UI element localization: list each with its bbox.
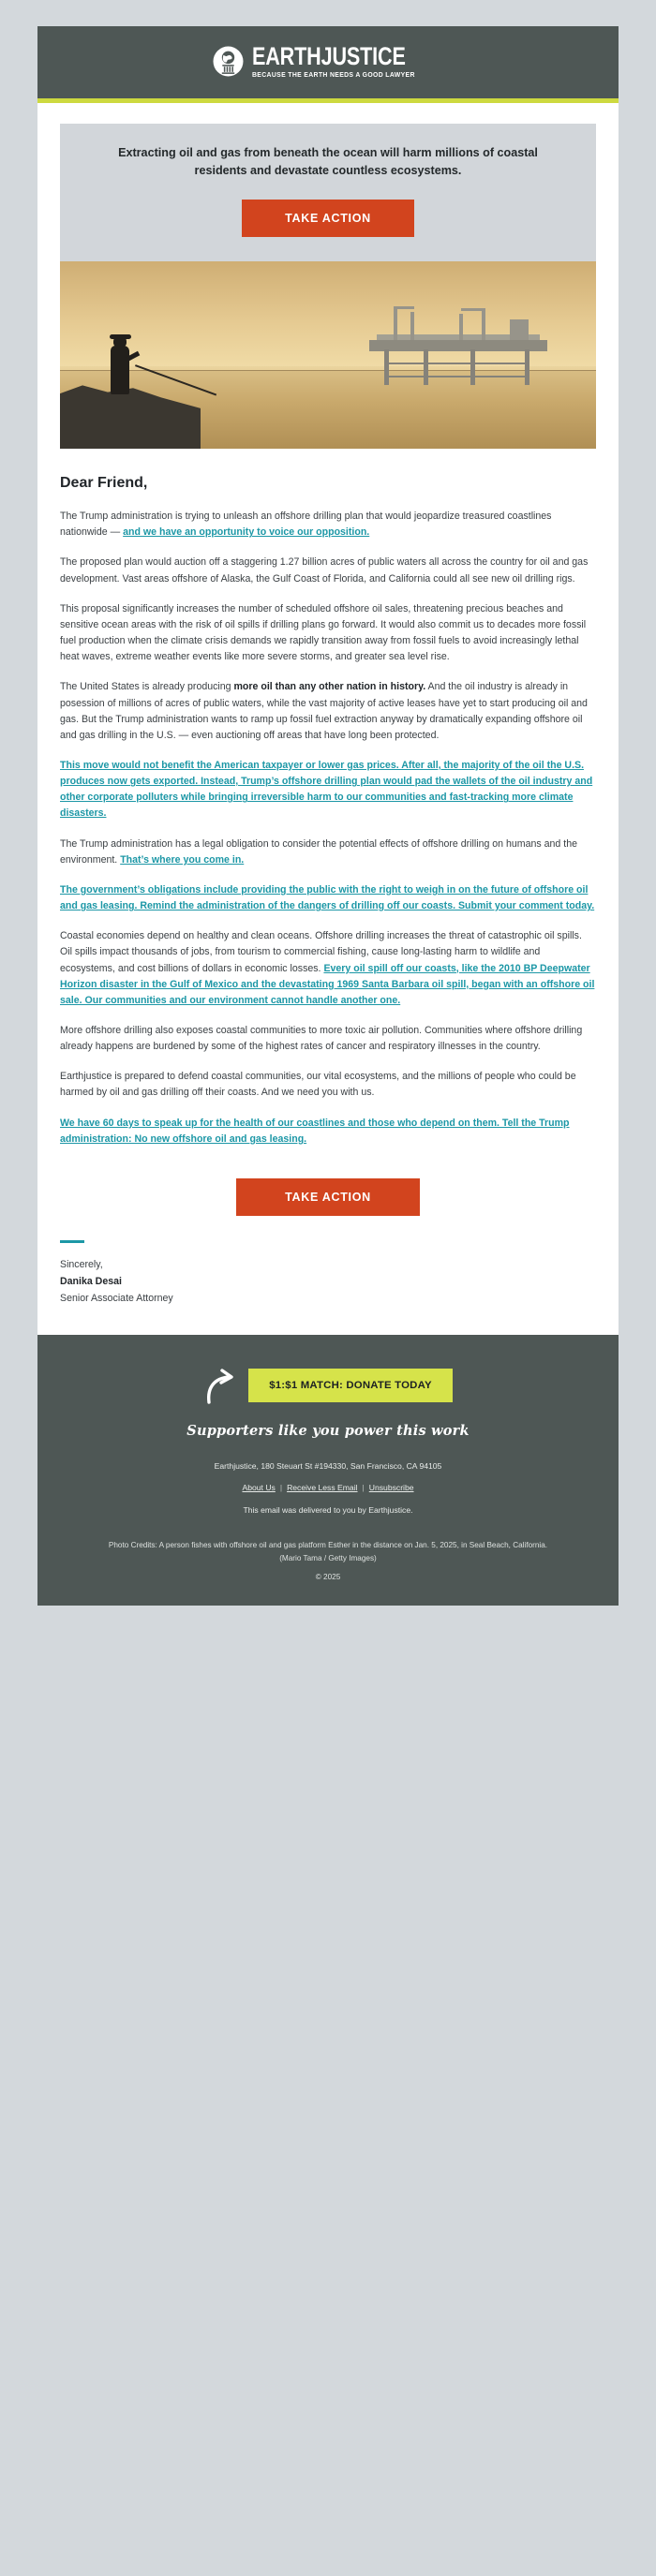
paragraph-7 [60,882,596,914]
page-bottom-spacer [0,1606,656,1634]
signature-closing: Sincerely, [60,1258,103,1270]
paragraph-4-rest: And the oil industry is already in posession of millions of acres of public waters, while the vast majority of active leases have yet to start producing oil and gas. But the Trump administration wants to ramp up fossil fuel extraction anyway by dramatically expanding offshore oil and gas drilling in the U.S. — even auctioning off areas that have long been protected. [60,681,588,741]
paragraph-1 [60,509,596,540]
link-not-benefit-taxpayer[interactable]: This move would not benefit the American taxpayer or lower gas prices. After all, the majority of the oil the U.S. produces now gets exported. Instead, Trump’s offshore drilling plan would pad the wallets of the oil industry and other corporate polluters while bringing irreversible harm to our communities and fast-tracking more climate disasters. [60,759,593,820]
email-body [37,26,619,1606]
photo-credit: Photo Credits: A person fishes with offshore oil and gas platform Esther in the distance on Jan. 5, 2025, in Seal Beach, California. (Mario Tama / Getty Images) [108,1540,548,1562]
signature-name: Danika Desai [60,1275,122,1287]
curved-arrow-icon [203,1367,235,1404]
hero-photo-angler-and-oil-platform [60,261,596,449]
email-footer [37,1335,619,1606]
paragraph-8 [60,928,596,1009]
photo-angler-silhouette [101,323,144,394]
signature-title: Senior Associate Attorney [60,1292,173,1304]
hero-block [60,124,596,261]
letter-body [37,449,619,1167]
footer-links [66,1483,590,1492]
paragraph-2: The proposed plan would auction off a staggering 1.27 billion acres of public waters all across the country for oil and gas development. Vast areas offshore of Alaska, the Gulf Coast of Florida, and California could all see new oil drilling rigs. [60,556,589,585]
paragraph-10: Earthjustice is prepared to defend coastal communities, our vital ecosystems, and the millions of people who could be harmed by oil and gas drilling off their coasts. And we need you with us. [60,1071,576,1099]
paragraph-4 [60,679,596,744]
email-masthead [37,26,619,98]
paragraph-1-text: The Trump administration is trying to unleash an offshore drilling plan that would jeopardize treasured coastlines nationwide — [60,511,552,539]
donate-row [66,1367,590,1404]
signature-divider [60,1240,84,1243]
earthjustice-logo[interactable] [213,42,444,79]
hero-section [37,103,619,261]
logo-wordmark: EARTHJUSTICE [251,42,406,70]
delivery-notice: This email was delivered to you by Earthjustice. [243,1504,413,1515]
paragraph-4-emphasis: more oil than any other nation in history. [233,681,426,693]
hero-photo-wrap [37,261,619,449]
footer-link-separator-2: | [362,1482,365,1492]
signature-block [37,1240,619,1335]
paragraph-4-lead: The United States is already producing [60,681,234,693]
link-submit-your-comment[interactable]: The government’s obligations include providing the public with the right to weigh in on the future of offshore oil and gas leasing. Remind the administration of the dangers of drilling off our coasts. Submit your comment today. [60,883,595,912]
link-about-us[interactable]: About Us [242,1482,276,1492]
paragraph-11 [60,1116,596,1147]
link-receive-less-email[interactable]: Receive Less Email [287,1482,358,1492]
salutation: Dear Friend, [60,475,148,492]
globe-pillar-logo-icon [213,46,244,77]
hero-headline: Extracting oil and gas from beneath the ocean will harm millions of coastal residents and devastate countless ecosystems. [118,146,538,177]
link-60-days-speak-up[interactable]: We have 60 days to speak up for the health of our coastlines and those who depend on them. Tell the Trump administration: No new offshore oil and gas leasing. [60,1117,570,1145]
supporters-tagline: Supporters like you power this work [186,1422,470,1439]
take-action-button-bottom[interactable]: TAKE ACTION [236,1178,420,1216]
paragraph-6 [60,836,596,868]
logo-text-block [251,42,444,79]
footer-link-separator-1: | [279,1482,283,1492]
link-thats-where-you-come-in[interactable]: That’s where you come in. [120,853,245,866]
donate-today-button[interactable]: $1:$1 MATCH: DONATE TODAY [248,1369,453,1402]
oil-platform-silhouette [369,306,547,385]
link-voice-opposition[interactable]: and we have an opportunity to voice our opposition. [123,526,370,539]
logo-tagline: BECAUSE THE EARTH NEEDS A GOOD LAWYER [251,70,415,79]
copyright: © 2025 [315,1573,341,1582]
cta-row-bottom [37,1167,619,1240]
paragraph-6-text: The Trump administration has a legal obligation to consider the potential effects of offshore drilling on humans and the environment. [60,837,577,866]
link-every-oil-spill[interactable]: Every oil spill off our coasts, like the 2010 BP Deepwater Horizon disaster in the Gulf of Mexico and the devastating 1969 Santa Barbara oil spill, began with an offshore oil sale. Our communities and our environment cannot handle another one. [60,962,595,1006]
paragraph-5 [60,758,596,822]
org-address: Earthjustice, 180 Steuart St #194330, San Francisco, CA 94105 [214,1460,442,1471]
paragraph-3: This proposal significantly increases the number of scheduled offshore oil sales, threatening precious beaches and sensitive ocean areas with the risk of oil spills if drilling plans go forward. It would also commit us to decades more fossil fuel production when the climate crisis demands we rapidly transition away from fossil fuels to avoid increasingly lethal heat waves, extreme weather events like more severe storms, and greater sea level rise. [60,602,587,663]
paragraph-8-text: Coastal economies depend on healthy and clean oceans. Offshore drilling increases the threat of catastrophic oil spills. Oil spills impact thousands of jobs, from tourism to commercial fishing, cause long-lasting harm to wildlife and ecosystems, and cost billions of dollars in economic losses. [60,930,582,974]
link-unsubscribe[interactable]: Unsubscribe [368,1482,414,1492]
paragraph-9: More offshore drilling also exposes coastal communities to more toxic air pollution. Communities where offshore drilling already happens are burdened by some of the highest rates of cancer and respiratory illnesses in the country. [60,1025,583,1053]
take-action-button-top[interactable]: TAKE ACTION [242,200,414,237]
